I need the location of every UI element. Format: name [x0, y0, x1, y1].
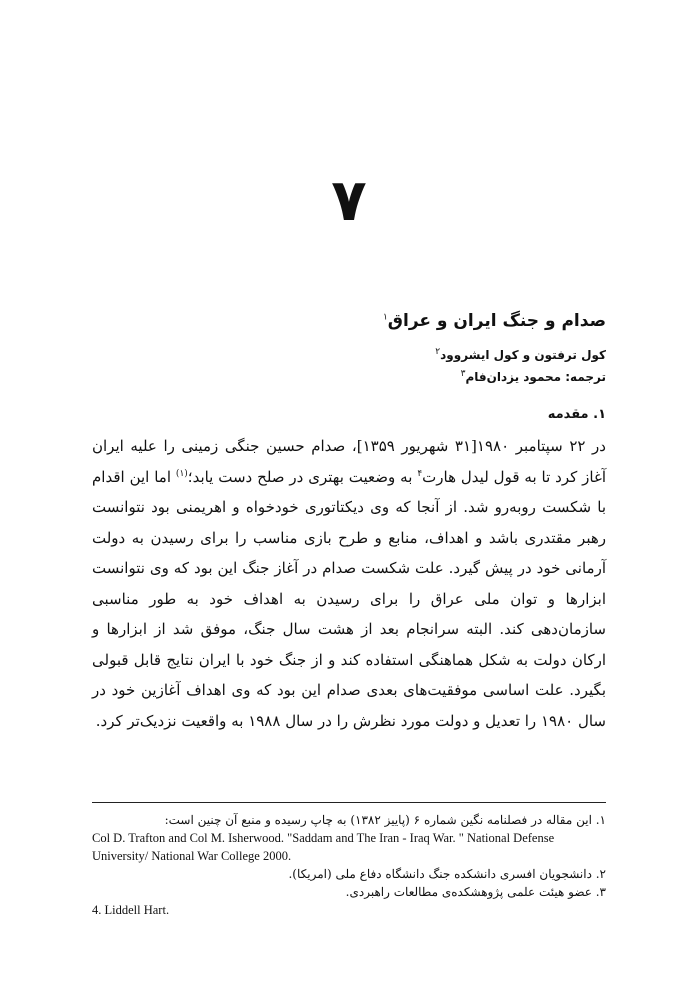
footnote-1-source-line1: Col D. Trafton and Col M. Isherwood. "Saddam and The Iran - Iraq War. " National Defense: [92, 831, 555, 845]
article-title-text: صدام و جنگ ایران و عراق: [387, 311, 606, 331]
author-line: [435, 346, 606, 364]
body-paragraph: [92, 431, 606, 736]
translator-name: ترجمه: محمود یزدان‌فام: [465, 370, 606, 384]
footnote-4: 4. Liddell Hart.: [92, 903, 170, 917]
section-heading: ۱. مقدمه: [547, 407, 606, 422]
article-title: [383, 309, 606, 333]
chapter-number: ۷: [331, 166, 367, 234]
paragraph-text-part3: اما این اقدام با شکست روبه‌رو شد. از آنجا که وی دیکتاتوری خودخواه و اهریمنی بود نتوانست رهبر مقتدری باشد و اهداف، منابع و طرح بازی مناسب را برای رسیدن به دولت آرمانی خود در پیش گیرد. علت شکست صدام در آغاز جنگ این بود که وی نتوانست ابزارها و توان ملی عراق را برای رسیدن به اهداف خود به طور مناسبی سازمان‌دهی کند. البته سرانجام بعد از هشت سال جنگ، موفق شد از ابزارها و ارکان دولت به شکل هماهنگی استفاده کند و از جنگ خود با ایران نتایج قابل قبولی بگیرد. علت اساسی موفقیت‌های بعدی صدام این بود که وی اهداف آغازین خود در سال ۱۹۸۰ را تعدیل و دولت مورد نظرش را در سال ۱۹۸۸ به واقعیت نزدیک‌تر کرد.: [92, 467, 606, 730]
title-footnote-marker: ۱: [382, 312, 388, 323]
footnotes: [92, 811, 606, 919]
footnote-1-source-line2: University/ National War College 2000.: [92, 849, 292, 863]
footnote-2: ۲. دانشجویان افسری دانشکده جنگ دانشگاه دفاع ملی (امریکا).: [288, 867, 606, 881]
author-names: کول ترفتون و کول ایشروود: [440, 348, 606, 362]
footnote-separator: [92, 802, 606, 803]
endnote-ref-1: (۱): [175, 468, 188, 479]
paragraph-text-part1: در ۲۲ سپتامبر ۱۹۸۰[۳۱ شهریور ۱۳۵۹]، صدام حسین جنگی زمینی را علیه ایران آغاز کرد تا به قول لیدل هارت: [92, 437, 607, 486]
translator-footnote-marker: ۳: [460, 369, 466, 379]
paragraph-text-part2: به وضعیت بهتری در صلح دست یابد؛: [187, 467, 418, 486]
footnote-3: ۳. عضو هیئت علمی پژوهشکده‌ی مطالعات راهبردی.: [345, 885, 606, 899]
footnote-ref-4: ۴: [417, 468, 423, 479]
translator-line: [461, 368, 606, 386]
footnote-1: ۱. این مقاله در فصلنامه نگین شماره ۶ (پاییز ۱۳۸۲) به چاپ رسیده و منبع آن چنین است:: [164, 813, 606, 827]
author-footnote-marker: ۲: [435, 347, 441, 357]
